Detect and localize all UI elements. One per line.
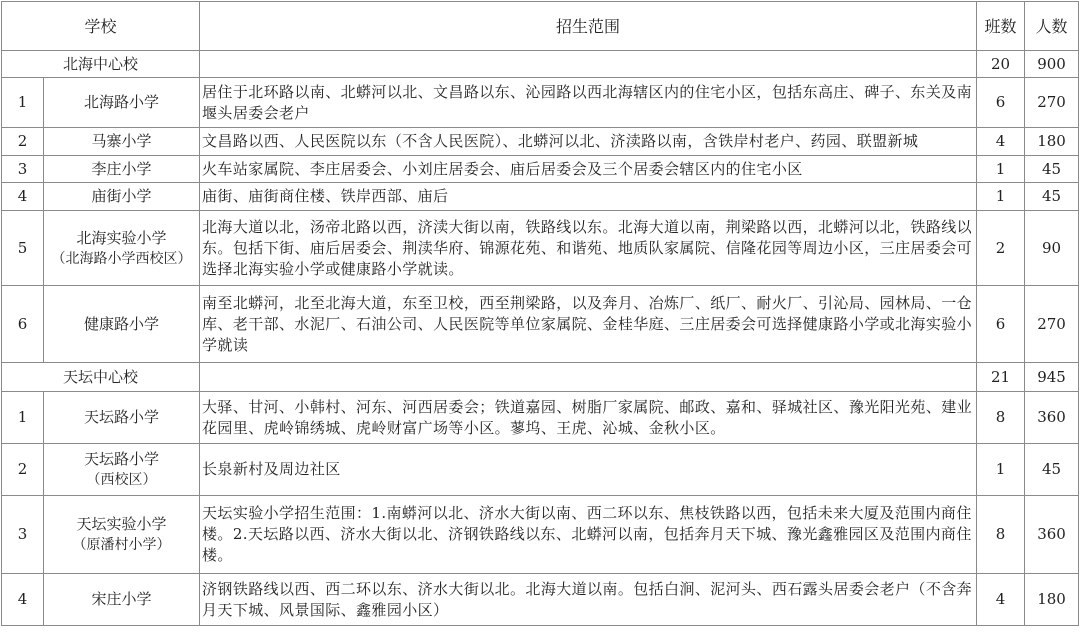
center-row: [2, 51, 1079, 78]
school-name-cell: [44, 211, 200, 286]
school-name: 北海实验小学: [76, 228, 167, 247]
school-range: 大驿、甘河、小韩村、河东、河西居委会；铁道嘉园、树脂厂家属院、邮政、嘉和、驿城社区、豫光阳光苑、建业花园里、虎岭锦绣城、虎岭财富广场等小区。蓼坞、王虎、沁城、金秋小区。: [200, 392, 977, 444]
table-row: [2, 128, 1079, 156]
school-subname: （北海路小学西校区）: [51, 250, 192, 267]
school-classes: 8: [977, 392, 1025, 444]
school-name: 马寨小学: [44, 128, 200, 156]
school-people: 45: [1025, 183, 1079, 211]
school-range: 北海大道以北，汤帝北路以西，济渎大街以南，铁路线以东。北海大道以南，荆梁路以西，北蟒河以北，铁路线以东。包括下街、庙后居委会、荆渎华府、锦源花苑、和谐苑、地质队家属院、信隆花园等周边小区，三庄居委会可选择北海实验小学或健康路小学就读。: [200, 211, 977, 286]
center-people: 900: [1025, 51, 1079, 78]
center-row: [2, 363, 1079, 392]
school-classes: 1: [977, 156, 1025, 183]
header-people: 人数: [1025, 2, 1079, 51]
school-name: 宋庄小学: [44, 574, 200, 626]
center-classes: 21: [977, 363, 1025, 392]
school-people: 360: [1025, 392, 1079, 444]
school-people: 360: [1025, 496, 1079, 574]
school-name: 天坛路小学: [84, 450, 160, 468]
school-name: 天坛路小学: [44, 392, 200, 444]
school-range: 文昌路以西、人民医院以东（不含人民医院）、北蟒河以北、济渎路以南，含铁岸村老户、药园、联盟新城: [200, 128, 977, 156]
school-no: 2: [2, 128, 44, 156]
school-range: 火车站家属院、李庄居委会、小刘庄居委会、庙后居委会及三个居委会辖区内的住宅小区: [200, 156, 977, 183]
school-range: 济钢铁路线以西、西二环以东、济水大街以北。北海大道以南。包括白涧、泥河头、西石露头居委会老户（不含奔月天下城、风景国际、鑫雅园小区）: [200, 574, 977, 626]
school-no: 3: [2, 156, 44, 183]
school-subname: （原潘村小学）: [72, 537, 171, 553]
school-people: 270: [1025, 286, 1079, 363]
table-row: [2, 183, 1079, 211]
table-row: [2, 78, 1079, 128]
school-range: 南至北蟒河，北至北海大道，东至卫校，西至荆梁路，以及奔月、冶炼厂、纸厂、耐火厂、引沁局、园林局、一仓库、老干部、水泥厂、石油公司、人民医院等单位家属院、金桂华庭、三庄居委会可选择健康路小学或北海实验小学就读: [200, 286, 977, 363]
table-row: [2, 496, 1079, 574]
school-no: 4: [2, 574, 44, 626]
school-name: 李庄小学: [44, 156, 200, 183]
enrollment-table: [1, 1, 1079, 626]
school-people: 180: [1025, 128, 1079, 156]
table-row: [2, 156, 1079, 183]
school-classes: 6: [977, 78, 1025, 128]
school-name-cell: [44, 496, 200, 574]
header-classes: 班数: [977, 2, 1025, 51]
center-name: 天坛中心校: [2, 363, 200, 392]
table-row: [2, 444, 1079, 496]
school-subname: （西校区）: [86, 472, 157, 488]
table-row: [2, 392, 1079, 444]
center-range-empty: [200, 51, 977, 78]
school-people: 180: [1025, 574, 1079, 626]
school-people: 270: [1025, 78, 1079, 128]
school-people: 90: [1025, 211, 1079, 286]
school-no: 6: [2, 286, 44, 363]
center-name: 北海中心校: [2, 51, 200, 78]
school-classes: 8: [977, 496, 1025, 574]
school-classes: 4: [977, 128, 1025, 156]
header-row: [2, 2, 1079, 51]
table-row: [2, 211, 1079, 286]
header-range: 招生范围: [200, 2, 977, 51]
school-name: 北海路小学: [44, 78, 200, 128]
school-no: 3: [2, 496, 44, 574]
center-people: 945: [1025, 363, 1079, 392]
school-range: 天坛实验小学招生范围：1.南蟒河以北、济水大街以南、西二环以东、焦枝铁路以西，包括未来大厦及范围内商住楼。2.天坛路以西、济水大街以北、济钢铁路线以东、北蟒河以南，包括奔月天下城、豫光鑫雅园区及范围内商住楼。: [200, 496, 977, 574]
school-no: 5: [2, 211, 44, 286]
school-range: 居住于北环路以南、北蟒河以北、文昌路以东、沁园路以西北海辖区内的住宅小区，包括东高庄、碑子、东关及南堰头居委会老户: [200, 78, 977, 128]
table-row: [2, 574, 1079, 626]
school-name-cell: [44, 444, 200, 496]
school-classes: 2: [977, 211, 1025, 286]
school-no: 1: [2, 78, 44, 128]
school-classes: 1: [977, 444, 1025, 496]
school-no: 1: [2, 392, 44, 444]
school-range: 长泉新村及周边社区: [200, 444, 977, 496]
center-classes: 20: [977, 51, 1025, 78]
school-no: 4: [2, 183, 44, 211]
school-classes: 6: [977, 286, 1025, 363]
header-school: 学校: [2, 2, 200, 51]
table-row: [2, 286, 1079, 363]
school-no: 2: [2, 444, 44, 496]
school-people: 45: [1025, 156, 1079, 183]
center-range-empty: [200, 363, 977, 392]
school-classes: 4: [977, 574, 1025, 626]
school-name: 天坛实验小学: [76, 515, 167, 533]
school-range: 庙街、庙街商住楼、铁岸西部、庙后: [200, 183, 977, 211]
school-name: 健康路小学: [44, 286, 200, 363]
school-name: 庙街小学: [44, 183, 200, 211]
school-people: 45: [1025, 444, 1079, 496]
school-classes: 1: [977, 183, 1025, 211]
